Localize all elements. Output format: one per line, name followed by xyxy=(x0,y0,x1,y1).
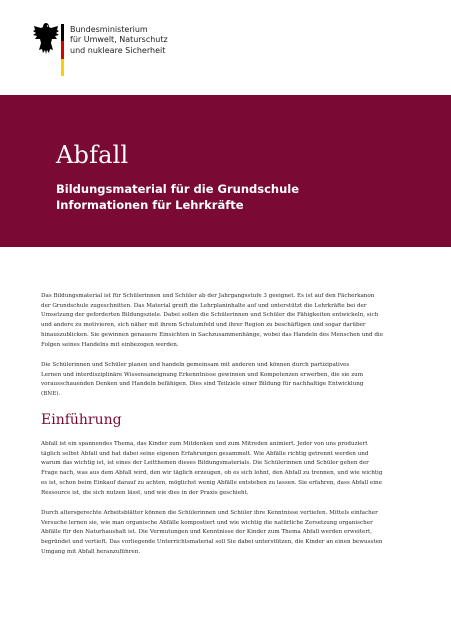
text-line: Abfall ist ein spannendes Thema, das Kinder zum Mitdenken und zum Mitreden animiert. Jeder von uns produziert xyxy=(41,441,368,447)
text-line: Durch altersgerechte Arbeitsblätter können die Schülerinnen und Schüler ihre Kenntnisse vertiefen. Mittels einfacher xyxy=(41,510,378,516)
ministry-name xyxy=(70,25,168,56)
text-line: (BNE). xyxy=(41,391,61,398)
text-line: der Grundschule zugeschnitten. Das Material greift die Lehrplaninhalte auf und unterstützt die Lehrkräfte bei der xyxy=(41,302,367,309)
section-paragraph-1 xyxy=(41,440,413,498)
text-line: hinauszublicken. Sie gewinnen genauere Einsichten in Sachzusammenhänge, wobei das Handeln des Menschen und die xyxy=(41,331,384,338)
text-line: Versuche lernen sie, wie man organische Abfälle kompostiert und wie wichtig die natürliche Zersetzung organischer xyxy=(41,519,373,526)
text-line: es ist, schon beim Einkauf darauf zu achten, möglichst wenig Abfälle entstehen zu lassen. Sie erfahren, dass Abfall eine xyxy=(41,479,382,486)
german-flag-stripe xyxy=(61,24,64,76)
text-line: vorausschauenden Denken und Handeln befähigen. Dies sind Teilziele einer Bildung für nachhaltige Entwicklung xyxy=(41,381,364,388)
text-line: Das Bildungsmaterial ist für Schülerinnen und Schüler ab der Jahrgangsstufe 3 geeignet. Es ist auf den Fächerkanon xyxy=(41,293,375,299)
text-line: warum das wichtig ist, ist eines der Leitthemen dieses Bildungsmaterials. Die Schülerinnen und Schüler gehen der xyxy=(41,460,369,467)
ministry-logo-box xyxy=(9,0,443,95)
subtitle-line-1: Bildungsmaterial für die Grundschule xyxy=(56,182,300,196)
text-line: Umgang mit Abfall heranzuführen. xyxy=(41,548,141,555)
text-line: Die Schülerinnen und Schüler planen und handeln gemeinsam mit anderen und können durch partizipatives xyxy=(41,362,350,368)
text-line: täglich selbst Abfall und hat dabei seine eigenen Erfahrungen gesammelt. Wie Abfälle richtig getrennt werden und xyxy=(41,450,369,457)
title-banner xyxy=(0,95,451,247)
text-line: Frage nach, was aus dem Abfall wird, den wir täglich erzeugen, ob es sich lohnt, den Abfall zu trennen, und wie wichtig xyxy=(41,470,383,477)
federal-eagle-icon xyxy=(31,20,61,60)
ministry-line-1: Bundesministerium xyxy=(70,25,148,34)
page-title: Abfall xyxy=(56,141,129,169)
intro-paragraph-1 xyxy=(41,292,413,350)
ministry-line-2: für Umwelt, Naturschutz xyxy=(70,35,168,45)
ministry-line-3: und nukleare Sicherheit xyxy=(70,45,166,55)
text-line: Folgen seines Handelns mit einbezogen werden. xyxy=(41,341,179,348)
text-line: Umsetzung der geforderten Bildungsziele. Dabei sollen die Schülerinnen und Schüler die Fähigkeiten entwickeln, sich xyxy=(41,312,379,319)
text-line: Abfälle für den Naturhaushalt ist. Die Vermutungen und Kenntnisse der Kinder zum Thema Abfall werden erweitert, xyxy=(41,529,373,536)
text-line: begründet und vertieft. Das vorliegende Unterrichtsmaterial soll Sie dabei unterstützen, die Kinder an einen bewussten xyxy=(41,539,383,546)
page-subtitle xyxy=(56,182,299,213)
text-line: und andere zu motivieren, sich näher mit ihrem Schulumfeld und ihrer Region zu beschäftigen und sogar darüber xyxy=(41,322,366,329)
section-heading: Einführung xyxy=(41,412,122,428)
subtitle-line-2: Informationen für Lehrkräfte xyxy=(56,197,244,212)
text-line: Lernen und interdisziplinäre Wissensaneignung Erkenntnisse gewinnen und Kompetenzen erwerben, die sie zum xyxy=(41,371,364,378)
section-paragraph-2 xyxy=(41,509,413,558)
intro-paragraph-2 xyxy=(41,361,413,400)
text-line: Ressource ist, die sich nutzen lässt, und wie dies in der Praxis geschieht. xyxy=(41,489,249,496)
